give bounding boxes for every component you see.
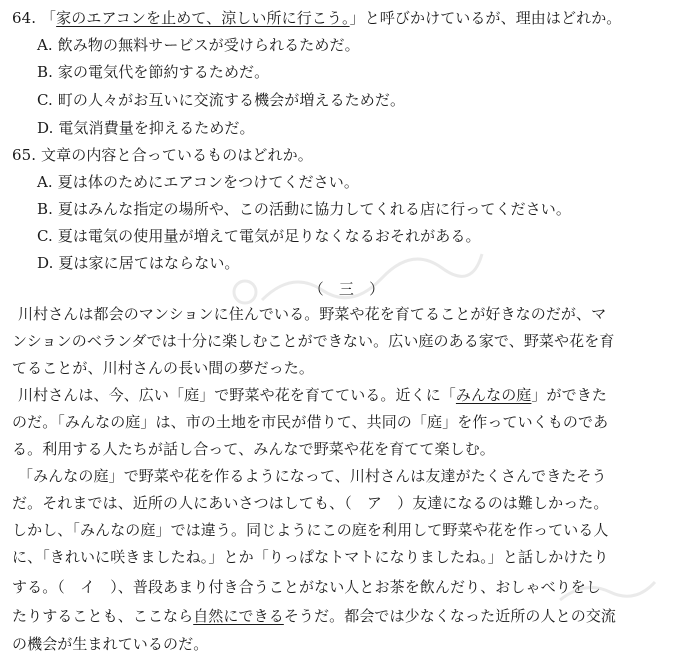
question-64-option-c: C. 町の人々がお互いに交流する機会が増えるためだ。 — [37, 91, 406, 109]
question-64-open-quote: 「 — [41, 9, 57, 27]
underlined-minna-no-niwa: みんなの庭 — [455, 386, 532, 404]
passage-p3-line-6 — [12, 606, 616, 626]
passage-p3-line-3: しかし、「みんなの庭」では違う。同じようにこの庭を利用して野菜や花を作っている人 — [12, 521, 609, 539]
passage-p1-line-2: ンションのベランダでは十分に楽しむことができない。広い庭のある家で、野菜や花を育 — [12, 332, 615, 350]
passage-p1-line-1: 川村さんは都会のマンションに住んでいる。野菜や花を育てることが好きなのだが、マ — [18, 305, 607, 323]
question-64-stem — [12, 8, 621, 28]
passage-p3-line-6-b: そうだ。都会では少なくなった近所の人との交流 — [283, 607, 617, 625]
question-64-option-b: B. 家の電気代を節約するためだ。 — [37, 63, 270, 81]
passage-p3-line-5: する。（ イ ）、普段あまり付き合うことがない人とお茶を飲んだり、おしゃべりをし — [12, 578, 602, 596]
question-65-option-b: B. 夏はみんな指定の場所や、この活動に協力してくれる店に行ってください。 — [37, 200, 571, 218]
passage-p2-line-2: のだ。「みんなの庭」は、市の土地を市民が借りて、共同の「庭」を作っていくものであ — [12, 413, 609, 431]
section-heading: （ 三 ） — [308, 280, 385, 298]
question-65-stem: 65. 文章の内容と合っているものはどれか。 — [12, 146, 313, 164]
passage-p3-line-7: の機会が生まれているのだ。 — [12, 635, 209, 653]
question-65-option-c: C. 夏は電気の使用量が増えて電気が足りなくなるおそれがある。 — [37, 227, 481, 245]
passage-p2-line-1-b: 」ができた — [531, 386, 607, 404]
question-64-quoted-text: 家のエアコンを止めて、涼しい所に行こう。 — [56, 9, 350, 27]
passage-p2-line-3: る。利用する人たちが話し合って、みんなで野菜や花を育てて楽しむ。 — [12, 440, 495, 458]
passage-p3-line-1: 「みんなの庭」で野菜や花を作るようになって、川村さんは友達がたくさんできたそう — [18, 467, 607, 485]
question-64-option-a: A. 飲み物の無料サービスが受けられるためだ。 — [37, 36, 360, 54]
passage-p3-line-2: だ。それまでは、近所の人にあいさつはしても、（ ア ）友達になるのは難しかった。 — [12, 494, 609, 512]
passage-p3-line-4: に、「きれいに咲きましたね。」とか「りっぱなトマトになりましたね。」と話しかけたり — [12, 548, 609, 566]
question-64-rest: 」と呼びかけているが、理由はどれか。 — [349, 9, 622, 27]
question-65-option-d: D. 夏は家に居てはならない。 — [37, 254, 240, 272]
passage-p3-line-6-a: たりすることも、ここなら — [12, 607, 194, 625]
passage-p2-line-1 — [18, 385, 607, 405]
underlined-shizen-ni-dekiru: 自然にできる — [193, 607, 284, 625]
passage-p1-line-3: てることが、川村さんの長い間の夢だった。 — [12, 359, 315, 377]
question-64-number: 64. — [12, 9, 37, 27]
question-65-option-a: A. 夏は体のためにエアコンをつけてください。 — [37, 173, 359, 191]
passage-p2-line-1-a: 川村さんは、今、広い「庭」で野菜や花を育てている。近くに「 — [18, 386, 456, 404]
question-64-option-d: D. 電気消費量を抑えるためだ。 — [37, 119, 255, 137]
